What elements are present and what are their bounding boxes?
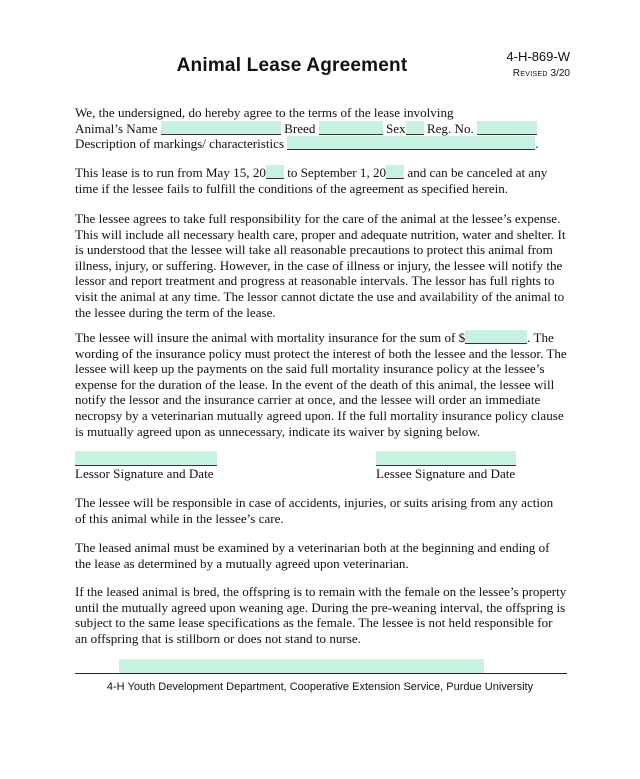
lessee-signature-field[interactable]: [376, 451, 516, 466]
intro-section: [75, 105, 567, 152]
term-paragraph: [75, 165, 567, 196]
revised-date: 3/20: [550, 68, 570, 79]
offspring-paragraph: If the leased animal is bred, the offspring is to remain with the female on the lessee’s property until the mutually agreed upon weaning age. During the pre-weaning interval, the offspring is subject to the same lease specifications as the female. The lessee is not held responsible for an offspring that is stillborn or does not stand to nurse.: [75, 584, 567, 646]
footer-divider: [75, 673, 567, 674]
footer-credit: 4-H Youth Development Department, Cooperative Extension Service, Purdue University: [106, 681, 534, 693]
term-text-end: and can be canceled at any time if the lessee fails to fulfill the conditions of the agreement as specified herein.: [75, 165, 548, 196]
vet-section: [75, 540, 567, 571]
lessor-signature-field[interactable]: [75, 451, 217, 466]
revised-line: [506, 65, 570, 82]
form-number-block: [506, 48, 570, 82]
insurance-text-end: . The wording of the insurance policy must protect the interest of both the lessee and the lessor. The lessee will keep up the payments on the said full mortality insurance policy at the lessee’s expense for the duration of the lease. In the event of the death of this animal, the lessee will notify the lessor and the insurance carrier at once, and the lessee will order an immediate necropsy by a veterinarian mutually agreed upon. If the full mortality insurance policy clause is mutually agreed upon as unnecessary, indicate its waiver by signing below.: [75, 330, 567, 439]
markings-line: [75, 136, 567, 152]
animal-identification-line: [75, 121, 567, 137]
end-year-field[interactable]: [386, 165, 404, 179]
care-section: [75, 211, 567, 320]
footer-fillable-field[interactable]: [119, 659, 484, 673]
intro-line: We, the undersigned, do hereby agree to the terms of the lease involving: [75, 105, 454, 120]
vet-paragraph: The leased animal must be examined by a veterinarian both at the beginning and ending of the lease as determined by a mutually agreed upon veterinarian.: [75, 540, 550, 571]
revised-label: Revised: [512, 68, 548, 79]
breed-field[interactable]: [319, 121, 383, 135]
insurance-paragraph: [75, 330, 567, 439]
lessor-signature-label: Lessor Signature and Date: [75, 466, 214, 481]
breed-label: Breed: [284, 120, 316, 136]
sex-label: Sex: [385, 120, 406, 136]
term-section: [75, 165, 567, 196]
reg-no-label: Reg. No.: [426, 120, 474, 136]
accidents-paragraph: The lessee will be responsible in case of accidents, injuries, or suits arising from any action of this animal while in the lessee’s care.: [75, 495, 554, 526]
lessee-signature-label: Lessee Signature and Date: [376, 466, 516, 481]
offspring-section: [75, 584, 567, 646]
reg-no-field[interactable]: [477, 121, 537, 135]
document-title: Animal Lease Agreement: [176, 55, 408, 76]
accidents-section: [75, 495, 567, 526]
insurance-section: [75, 330, 567, 439]
markings-label: Description of markings/ characteristics: [75, 136, 285, 152]
term-text-middle: to September 1, 20: [283, 165, 387, 180]
animal-name-field[interactable]: [161, 121, 281, 135]
start-year-field[interactable]: [266, 165, 284, 179]
insurance-text-start: The lessee will insure the animal with mortality insurance for the sum of $: [75, 330, 466, 345]
markings-field[interactable]: [287, 136, 535, 150]
insurance-amount-field[interactable]: [465, 330, 527, 344]
form-number: 4-H-869-W: [506, 49, 570, 64]
markings-end: .: [535, 136, 539, 152]
term-text-start: This lease is to run from May 15, 20: [75, 165, 266, 180]
sex-field[interactable]: [406, 121, 424, 135]
care-paragraph: The lessee agrees to take full responsibility for the care of the animal at the lessee’s expense. This will include all necessary health care, proper and adequate nutrition, water and shelter. It is understood that the lessee will take all reasonable precautions to protect this animal from illness, injury, or suffering. However, in the case of illness or injury, the lessee will notify the lessor and report treatment and progress at reasonable intervals. The lessor has full rights to visit the animal at any time. The lessor cannot dictate the use and availability of the animal to the lessee during the term of the lease.: [75, 211, 566, 320]
animal-name-label: Animal’s Name: [75, 120, 158, 136]
